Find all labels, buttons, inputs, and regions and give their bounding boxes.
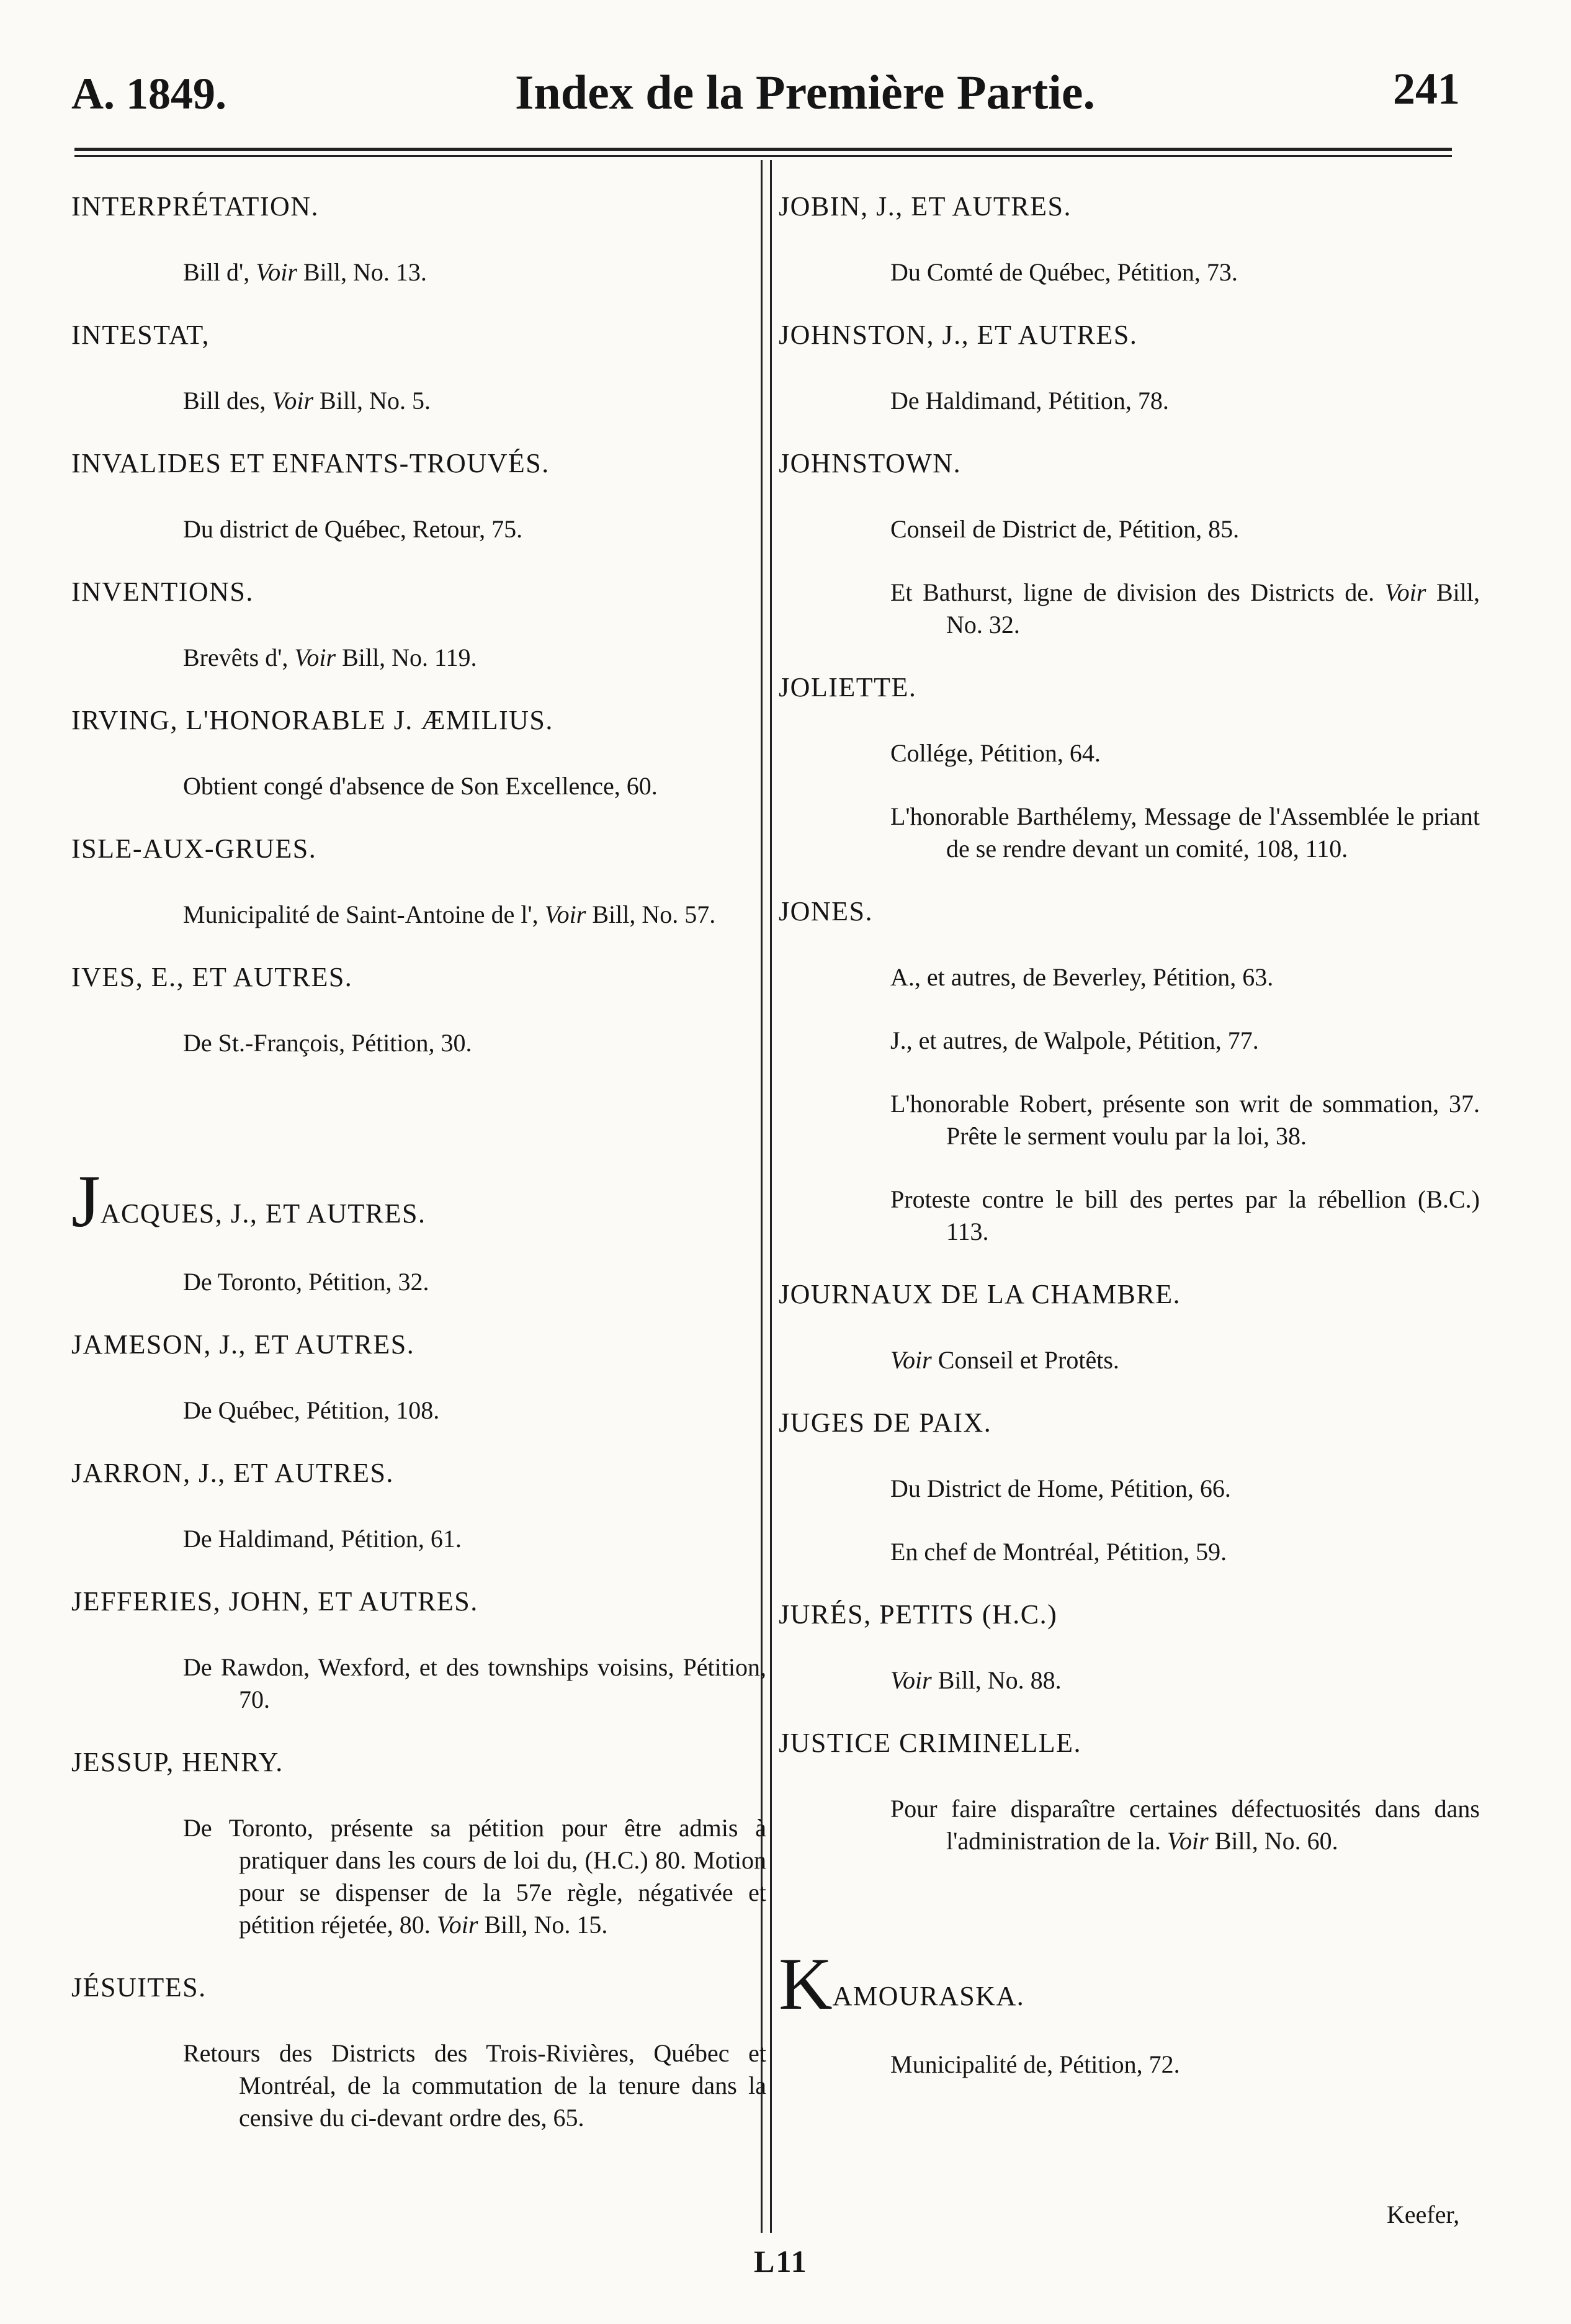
index-subentry: Collége, Pétition, 64. (890, 739, 1101, 767)
index-subentry: Bill des, Voir Bill, No. 5. (183, 387, 431, 415)
index-entry (779, 1276, 1480, 1376)
page-header (0, 61, 1571, 129)
index-subentry: Municipalité de, Pétition, 72. (890, 2050, 1180, 2078)
index-subentry: Obtient congé d'absence de Son Excellence, 60. (183, 772, 658, 800)
index-entry (779, 893, 1480, 1248)
entry-heading: JUSTICE CRIMINELLE. (779, 1728, 1082, 1758)
index-entry (71, 702, 766, 802)
entry-heading: JUGES DE PAIX. (779, 1407, 992, 1438)
entry-heading: INVENTIONS. (71, 577, 254, 607)
entry-heading: INTERPRÉTATION. (71, 191, 320, 222)
index-entry (71, 830, 766, 931)
drop-initial: K (779, 1942, 833, 2025)
entry-heading: JARRON, J., ET AUTRES. (71, 1458, 394, 1488)
index-subentry: Du district de Québec, Retour, 75. (183, 515, 523, 543)
header-rule-top (74, 148, 1452, 151)
index-entry (779, 1942, 1480, 2081)
catchword: Keefer, (1387, 2201, 1460, 2228)
index-subentry: Et Bathurst, ligne de division des Districts de. Voir Bill, No. 32. (890, 578, 1480, 639)
index-subentry: De Haldimand, Pétition, 78. (890, 387, 1169, 415)
index-subentry: Du Comté de Québec, Pétition, 73. (890, 258, 1238, 286)
entry-heading: JÉSUITES. (71, 1972, 207, 2003)
entry-heading: JACQUES, J., ET AUTRES. (71, 1160, 426, 1242)
index-subentry: Voir Bill, No. 88. (890, 1666, 1062, 1694)
index-subentry: Conseil de District de, Pétition, 85. (890, 515, 1240, 543)
entry-heading: JOHNSTON, J., ET AUTRES. (779, 320, 1138, 350)
index-subentry: Voir Conseil et Protêts. (890, 1346, 1119, 1374)
index-entry (779, 316, 1480, 417)
index-subentry: De Québec, Pétition, 108. (183, 1396, 440, 1424)
entry-heading: JEFFERIES, JOHN, ET AUTRES. (71, 1586, 478, 1617)
index-entry (779, 445, 1480, 641)
index-subentry: De Rawdon, Wexford, et des townships voisins, Pétition, 70. (183, 1653, 766, 1713)
index-subentry: En chef de Montréal, Pétition, 59. (890, 1538, 1227, 1566)
entry-heading: IRVING, L'HONORABLE J. ÆMILIUS. (71, 705, 553, 735)
entry-heading: JAMESON, J., ET AUTRES. (71, 1329, 415, 1360)
left-column (71, 160, 766, 2134)
page-title: Index de la Première Partie. (515, 65, 1096, 119)
index-subentry: De Haldimand, Pétition, 61. (183, 1525, 462, 1553)
index-entry (779, 1404, 1480, 1568)
entry-heading: JOURNAUX DE LA CHAMBRE. (779, 1279, 1181, 1309)
session-year: A. 1849. (71, 69, 226, 119)
index-entry (779, 1725, 1480, 1857)
index-entry (71, 1583, 766, 1716)
index-entry (71, 1326, 766, 1427)
entry-heading: ISLE-AUX-GRUES. (71, 833, 317, 864)
index-subentry: A., et autres, de Beverley, Pétition, 63. (890, 963, 1274, 991)
index-entry (779, 1596, 1480, 1697)
drop-initial: J (71, 1160, 101, 1242)
entry-heading: JOBIN, J., ET AUTRES. (779, 191, 1072, 222)
entry-heading: INTESTAT, (71, 320, 210, 350)
index-subentry: L'honorable Robert, présente son writ de sommation, 37. Prête le serment voulu par la loi, 38. (890, 1090, 1480, 1150)
index-subentry: Pour faire disparaître certaines défectuosités dans dans l'administration de la. Voir Bill, No. 60. (890, 1795, 1480, 1855)
index-subentry: J., et autres, de Walpole, Pétition, 77. (890, 1026, 1259, 1054)
index-entry (71, 188, 766, 289)
entry-heading: KAMOURASKA. (779, 1942, 1025, 2025)
entry-heading: JOLIETTE. (779, 672, 917, 702)
index-subentry: Du District de Home, Pétition, 66. (890, 1474, 1231, 1502)
index-subentry: Bill d', Voir Bill, No. 13. (183, 258, 427, 286)
entry-heading: JURÉS, PETITS (H.C.) (779, 1599, 1058, 1630)
header-rule-bottom (74, 155, 1452, 157)
index-entry (779, 669, 1480, 865)
entry-heading: JESSUP, HENRY. (71, 1747, 284, 1777)
index-subentry: Proteste contre le bill des pertes par la rébellion (B.C.) 113. (890, 1185, 1480, 1245)
index-subentry: Brevêts d', Voir Bill, No. 119. (183, 644, 477, 671)
index-entry (779, 188, 1480, 289)
page-number: 241 (1393, 64, 1460, 114)
index-entry (71, 1744, 766, 1941)
entry-heading: IVES, E., ET AUTRES. (71, 962, 353, 992)
index-entry (71, 959, 766, 1059)
index-subentry: De St.-François, Pétition, 30. (183, 1029, 472, 1057)
index-entry (71, 1160, 766, 1298)
index-subentry: Municipalité de Saint-Antoine de l', Voir Bill, No. 57. (183, 900, 716, 928)
entry-heading: INVALIDES ET ENFANTS-TROUVÉS. (71, 448, 550, 478)
index-entry (71, 316, 766, 417)
entry-heading: JOHNSTOWN. (779, 448, 962, 478)
index-entry (71, 573, 766, 674)
signature-mark: L11 (754, 2244, 808, 2279)
index-subentry: De Toronto, Pétition, 32. (183, 1268, 429, 1296)
index-subentry: Retours des Districts des Trois-Rivières, Québec et Montréal, de la commutation de la tenure dans la censive du ci-devant ordre des, 65. (183, 2039, 766, 2132)
index-subentry: De Toronto, présente sa pétition pour être admis à pratiquer dans les cours de loi du, (H.C.) 80. Motion pour se dispenser de la 57e règle, négativée et pétition réjetée, 80. Voir Bill, No. 15. (183, 1814, 766, 1939)
index-subentry: L'honorable Barthélemy, Message de l'Assemblée le priant de se rendre devant un comité, 108, 110. (890, 802, 1480, 863)
right-column (779, 160, 1480, 2081)
index-entry (71, 445, 766, 545)
index-entry (71, 1969, 766, 2134)
entry-heading: JONES. (779, 896, 874, 926)
index-entry (71, 1455, 766, 1555)
